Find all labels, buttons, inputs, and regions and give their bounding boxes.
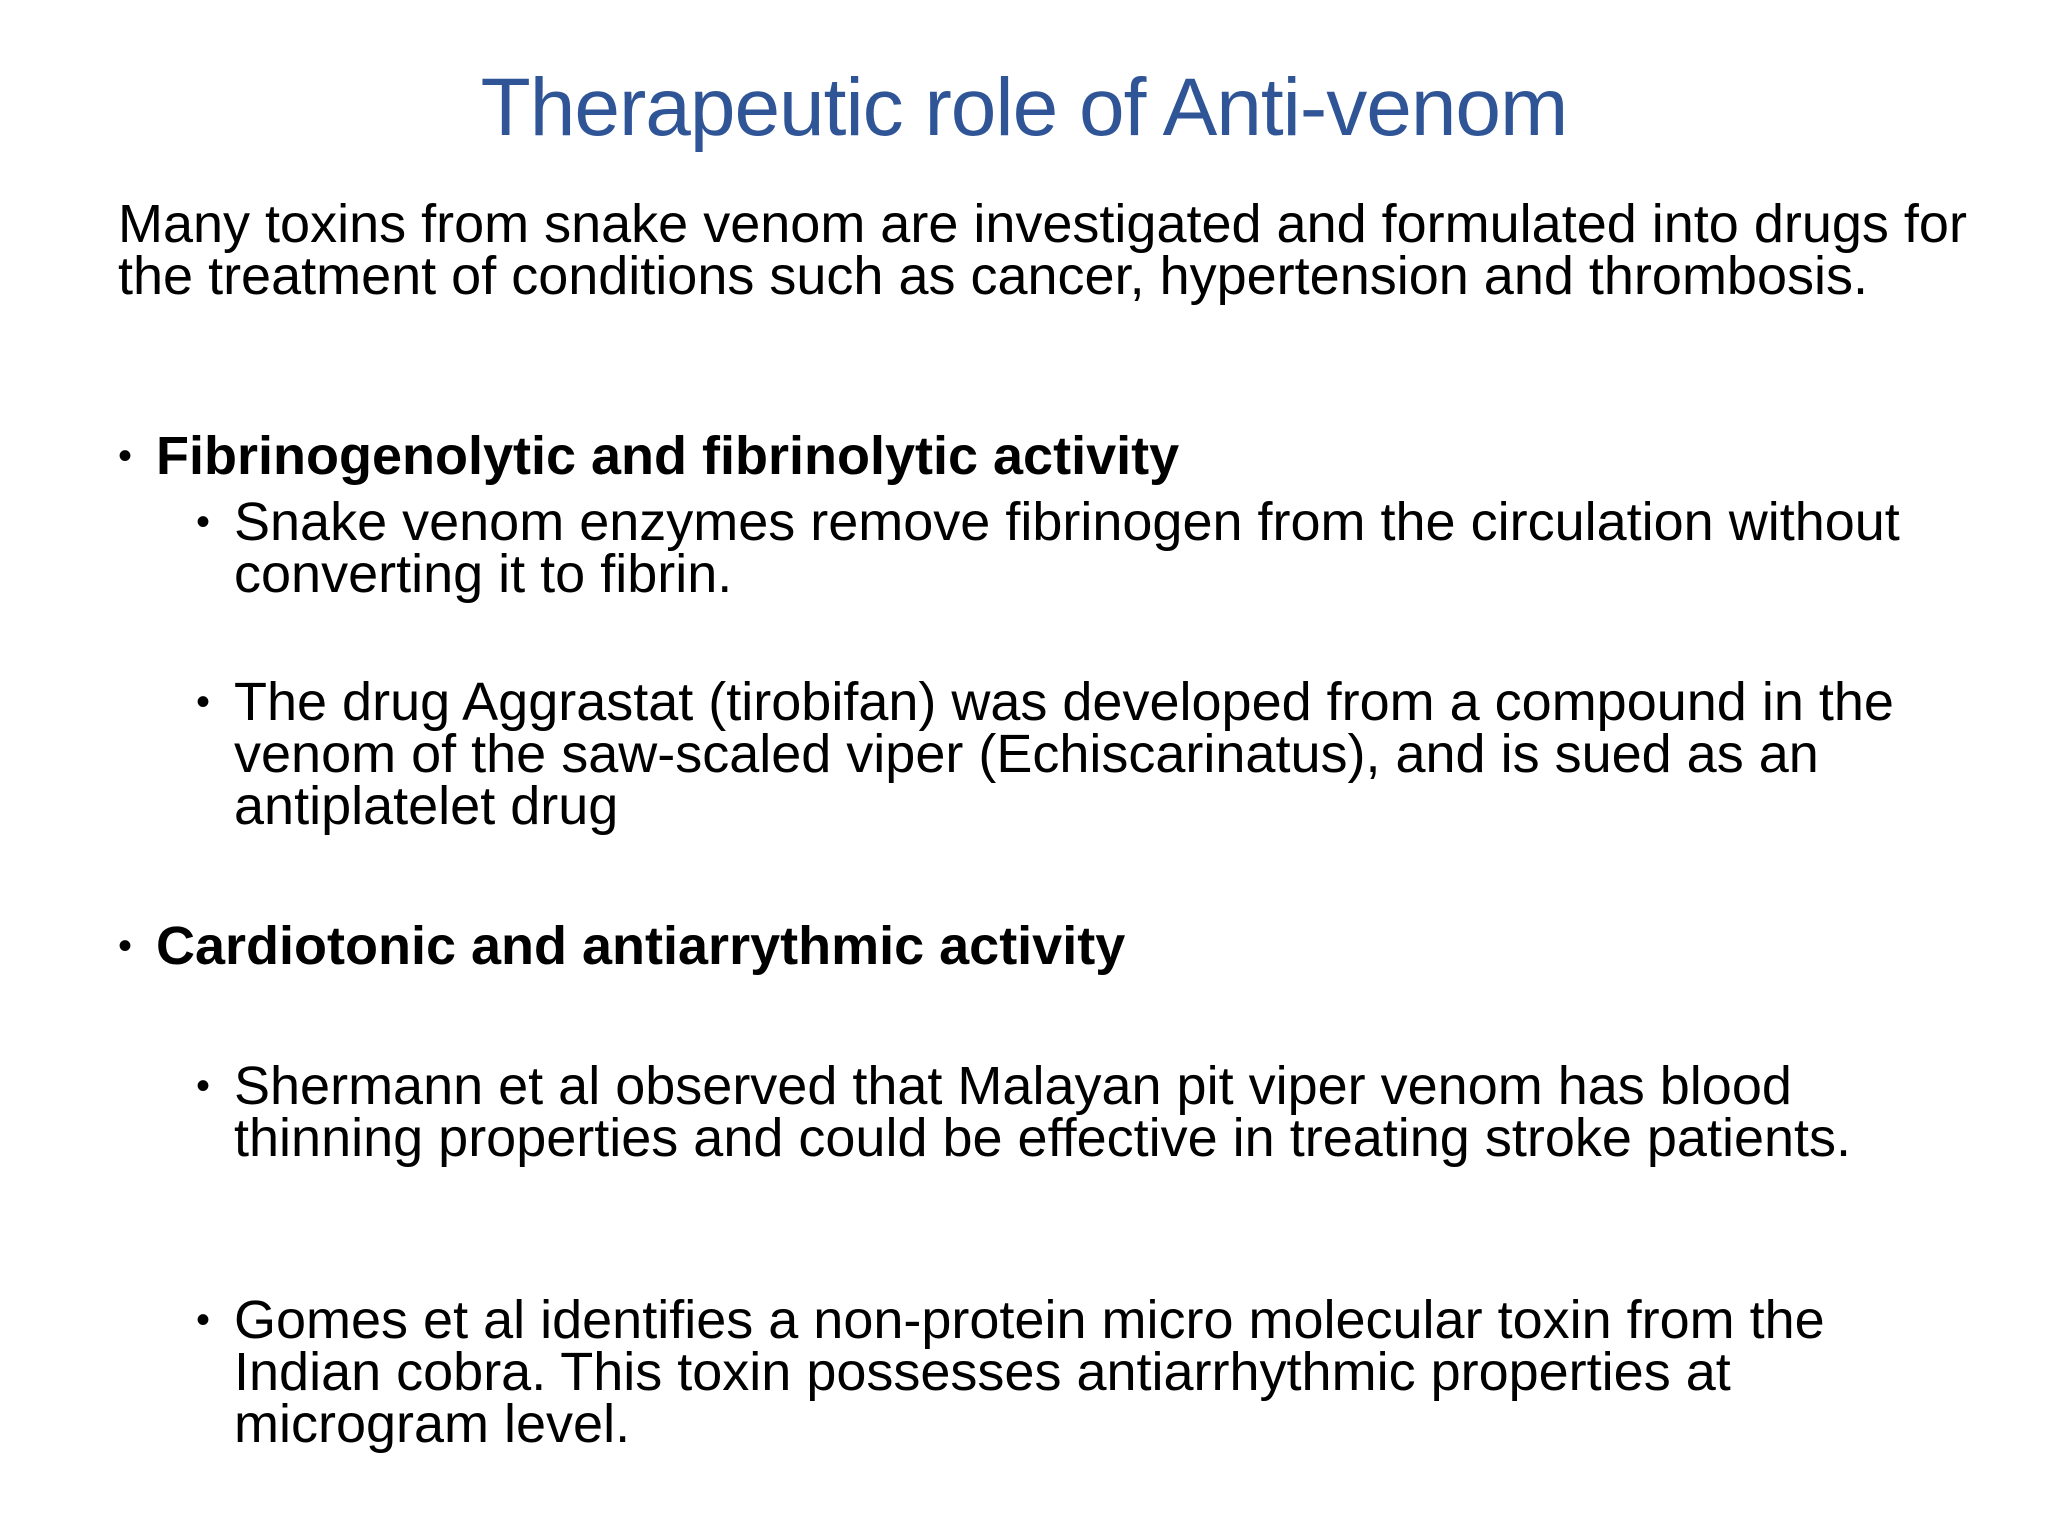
list-item bbox=[196, 1290, 1936, 1454]
section-heading-text: Fibrinogenolytic and fibrinolytic activity bbox=[156, 426, 1180, 486]
bullet-icon: • bbox=[196, 500, 211, 544]
section-heading-text: Cardiotonic and antiarrythmic activity bbox=[156, 916, 1126, 976]
bullet-icon: • bbox=[118, 434, 133, 478]
slide-title: Therapeutic role of Anti-venom bbox=[480, 62, 1568, 153]
bullet-icon: • bbox=[196, 680, 211, 724]
bullet-icon: • bbox=[196, 1298, 211, 1342]
list-item bbox=[196, 1056, 1936, 1168]
intro-paragraph: Many toxins from snake venom are investigated and formulated into drugs for the treatment of conditions such as cancer, hypertension and thrombosis. bbox=[118, 194, 1967, 306]
list-item-text: Gomes et al identifies a non-protein micro molecular toxin from the Indian cobra. This toxin possesses antiarrhythmic properties at microgram level. bbox=[234, 1290, 1825, 1454]
bullet-icon: • bbox=[196, 1064, 211, 1108]
list-item bbox=[196, 672, 1936, 836]
section-heading-cardiotonic bbox=[118, 916, 1978, 976]
list-item-text: Shermann et al observed that Malayan pit viper venom has blood thinning properties and could be effective in treating stroke patients. bbox=[234, 1056, 1852, 1168]
list-item-text: Snake venom enzymes remove fibrinogen from the circulation without converting it to fibrin. bbox=[234, 492, 1900, 604]
list-item-text: The drug Aggrastat (tirobifan) was developed from a compound in the venom of the saw-scaled viper (Echiscarinatus), and is sued as an antiplatelet drug bbox=[234, 672, 1894, 836]
list-item bbox=[196, 492, 1936, 604]
section-heading-fibrinolytic bbox=[118, 426, 1978, 486]
bullet-icon: • bbox=[118, 924, 133, 968]
